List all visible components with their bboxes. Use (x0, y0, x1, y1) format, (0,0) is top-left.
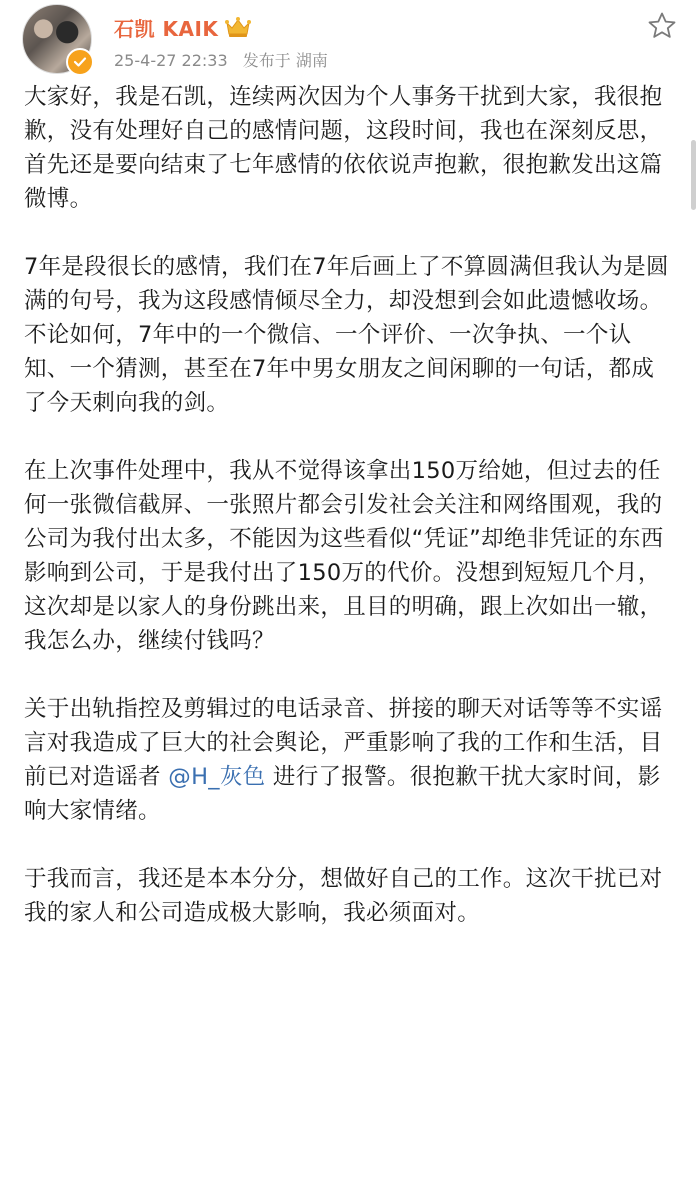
verified-badge-icon (66, 48, 94, 76)
post-paragraph-1: 大家好，我是石凯，连续两次因为个人事务干扰到大家，我很抱歉，没有处理好自己的感情问题，这段时间，我也在深刻反思，首先还是要向结束了七年感情的依依说声抱歉，很抱歉发出这篇微博。 (24, 84, 663, 212)
star-outline-icon[interactable] (646, 10, 678, 42)
post-paragraph-5: 于我而言，我还是本本分分，想做好自己的工作。这次干扰已对我的家人和公司造成极大影响，我必须面对。 (24, 866, 663, 926)
post-meta (114, 48, 338, 71)
avatar[interactable] (22, 4, 92, 74)
crown-icon (224, 16, 252, 38)
author-name[interactable]: 石凯 KAIK (114, 16, 219, 41)
post-paragraph-2: 7年是段很长的感情，我们在7年后画上了不算圆满但我认为是圆满的句号，我为这段感情倾尽全力，却没想到会如此遗憾收场。不论如何，7年中的一个微信、一个评价、一次争执、一个认知、一个猜测，甚至在7年中男女朋友之间闲聊的一句话，都成了今天刺向我的剑。 (24, 254, 669, 416)
post-paragraph-3: 在上次事件处理中，我从不觉得该拿出150万给她，但过去的任何一张微信截屏、一张照片都会引发社会关注和网络围观，我的公司为我付出太多，不能因为这些看似“凭证”却绝非凭证的东西影响到公司，于是我付出了150万的代价。没想到短短几个月，这次却是以家人的身份跳出来，且目的明确，跟上次如出一辙，我怎么办，继续付钱吗？ (24, 458, 664, 654)
post-paragraph-4-text: 关于出轨指控及剪辑过的电话录音、拼接的聊天对话等等不实谣言对我造成了巨大的社会舆论，严重影响了我的工作和生活，目前已对造谣者 (24, 696, 663, 790)
post-location: 发布于 湖南 (242, 51, 328, 70)
post-body (24, 80, 674, 930)
post-header (0, 0, 700, 80)
post-paragraph-4-text-end: 进行了报警。很抱歉干扰大家时间，影响大家情绪。 (24, 764, 661, 824)
post-paragraph-4 (24, 692, 674, 828)
post-date: 25-4-27 22:33 (114, 51, 228, 70)
scrollbar-thumb[interactable] (691, 140, 696, 210)
mention-link[interactable]: @H_灰色 (168, 764, 266, 790)
author-name-row (114, 10, 252, 44)
